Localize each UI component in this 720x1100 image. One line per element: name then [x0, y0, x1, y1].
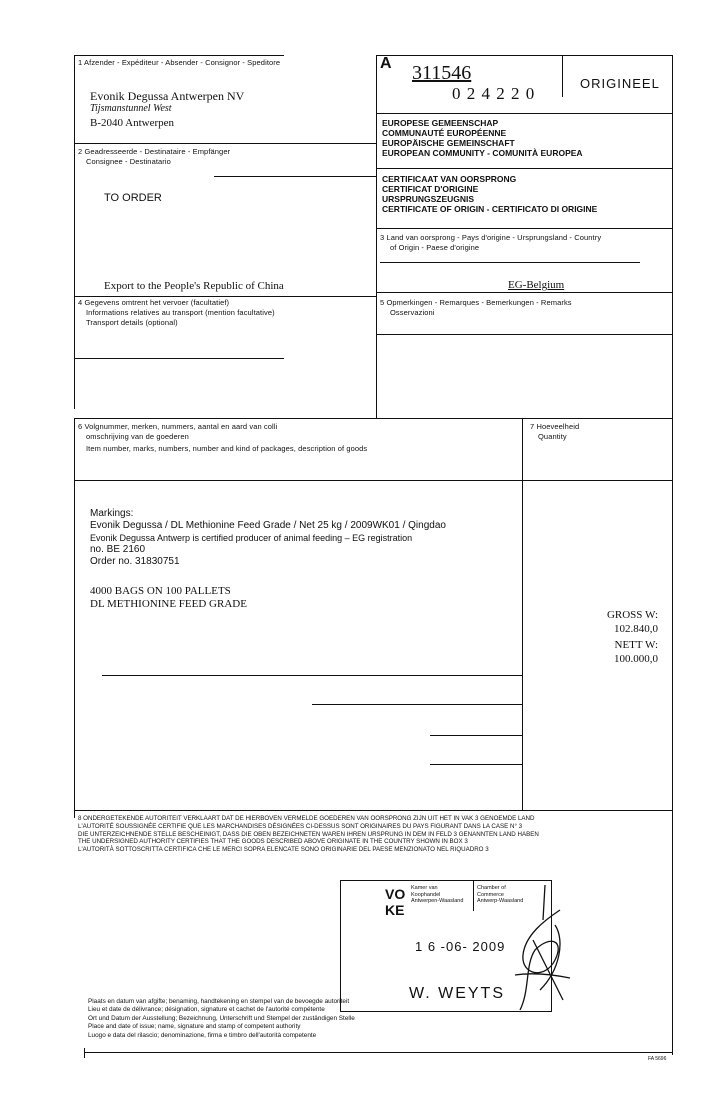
frame-bottom: [84, 1052, 672, 1053]
markings-line: Order no. 31830751: [90, 556, 180, 567]
filler-rule: [312, 704, 522, 705]
frame-left-top: [74, 55, 75, 409]
stamp-abbr-1: VO: [385, 886, 406, 902]
footer-line: Lieu et date de délivrance; désignation, signature et cachet de l'autorité compétente: [88, 1006, 325, 1014]
footer-line: Plaats en datum van afgifte; benaming, handtekening en stempel van de bevoegde autoriteit: [88, 998, 350, 1005]
divider-origin: [376, 228, 672, 229]
transport-label-1: 4 Gegevens omtrent het vervoer (facultatief): [78, 298, 230, 307]
stamp-divider: [473, 881, 474, 911]
stamp-text: Antwerp-Waasland: [477, 898, 524, 904]
consignor-label: 1 Afzender - Expéditeur - Absender - Consignor - Speditore: [78, 58, 281, 67]
frame-top-left: [74, 55, 284, 56]
footer-line: Ort und Datum der Ausstellung; Bezeichnung, Unterschrift und Stempel der zuständigen Stelle: [88, 1014, 355, 1022]
export-note: Export to the People's Republic of China: [104, 280, 284, 292]
consignee-rule: [214, 176, 376, 177]
consignor-name: Evonik Degussa Antwerpen NV: [90, 89, 245, 103]
quantity-label-2: Quantity: [538, 432, 567, 441]
original-divider: [562, 55, 563, 97]
certificate-line: CERTIFICAAT VAN OORSPRONG: [382, 174, 517, 184]
bags-line: 4000 BAGS ON 100 PALLETS: [90, 585, 231, 597]
origin-rule: [380, 262, 640, 263]
stamp-text: Chamber of: [477, 885, 506, 891]
frame-right: [672, 55, 673, 1055]
community-line: EUROPÄISCHE GEMEINSCHAFT: [382, 138, 515, 148]
original-label: ORIGINEEL: [580, 76, 660, 91]
consignee-label-2: Consignee - Destinatario: [86, 157, 171, 166]
stamp-text: Antwerpen-Waasland: [411, 898, 464, 904]
frame-left-goods: [74, 418, 75, 818]
product-line: DL METHIONINE FEED GRADE: [90, 598, 247, 610]
goods-label-1: 6 Volgnummer, merken, nummers, aantal en aard van colli: [78, 422, 278, 431]
attestation-line: 8 ONDERGETEKENDE AUTORITEIT VERKLAART DAT DE HIERBOVEN VERMELDE GOEDEREN VAN OORSPRONG ZIJN UIT HET IN VAK 3 GENOEMDE LAND: [78, 815, 535, 822]
divider-remarks: [376, 292, 672, 293]
divider-quantity: [522, 418, 523, 810]
markings-title: Markings:: [90, 508, 134, 519]
quantity-label-1: 7 Hoeveelheid: [530, 422, 580, 431]
frame-left-bottom: [84, 1048, 85, 1058]
nett-weight-label: NETT W:: [614, 639, 658, 651]
attestation-line: L'AUTORITÀ SOTTOSCRITTA CERTIFICA CHE LE MERCI SOPRA ELENCATE SONO ORIGINARIE DEL PAESE MENZIONATO NEL RIQUADRO 3: [78, 846, 489, 854]
markings-line: Evonik Degussa Antwerp is certified producer of animal feeding – EG registration: [90, 533, 413, 543]
community-block: [382, 118, 583, 158]
divider-transport-lower: [74, 358, 284, 359]
stamp-text-left: [411, 885, 463, 905]
transport-label-2: Informations relatives au transport (mention facultative): [86, 308, 275, 317]
stamp-name: W. WEYTS: [409, 985, 505, 1002]
divider-community: [376, 113, 672, 114]
signature-scribble: [505, 880, 575, 1020]
filler-rule: [102, 675, 522, 676]
certificate-line: CERTIFICATE OF ORIGIN - CERTIFICATO DI ORIGINE: [382, 204, 598, 214]
origin-label-1: 3 Land van oorsprong - Pays d'origine - Ursprungsland - Country: [380, 233, 602, 242]
certificate-line: URSPRUNGSZEUGNIS: [382, 194, 475, 204]
footer-line: Place and date of issue; name, signature and stamp of competent authority: [88, 1023, 301, 1031]
origin-label-2: of Origin - Paese d'origine: [390, 243, 480, 252]
consignor-street: Tijsmanstunnel West: [90, 103, 172, 114]
frame-divider-mid: [376, 55, 377, 419]
attestation-footer: [88, 998, 355, 1040]
community-line: EUROPEAN COMMUNITY - COMUNITÀ EUROPEA: [382, 148, 583, 158]
consignee-label-1: 2 Geadresseerde - Destinataire - Empfänger: [78, 147, 231, 156]
divider-transport: [74, 296, 376, 297]
stamp-text: Koophandel: [411, 891, 441, 898]
gross-weight-label: GROSS W:: [606, 609, 658, 621]
gross-weight-value: 102.840,0: [614, 623, 658, 635]
markings-line: Evonik Degussa / DL Methionine Feed Grade / Net 25 kg / 2009WK01 / Qingdao: [90, 520, 446, 531]
community-line: COMMUNAUTÉ EUROPÉENNE: [382, 128, 507, 138]
remarks-label-1: 5 Opmerkingen - Remarques - Bemerkungen - Remarks: [380, 298, 572, 307]
filler-rule: [430, 735, 522, 736]
attestation-line: L'AUTORITÉ SOUSSIGNÉE CERTIFIE QUE LES MARCHANDISES DÉSIGNÉES CI-DESSUS SONT ORIGINAIRES DU PAYS FIGURANT DANS LA CASE N° 3: [78, 822, 523, 830]
community-line: EUROPESE GEMEENSCHAP: [382, 118, 499, 128]
form-letter: A: [380, 55, 392, 72]
stamp-date: 1 6 -06- 2009: [415, 939, 506, 954]
certificate-title-block: [382, 174, 597, 214]
footer-line: Luogo e data del rilascio; denominazione, firma e timbro dell'autorità competente: [88, 1031, 317, 1039]
divider-remarks-lower: [376, 334, 672, 335]
serial-number-2: 0 2 4 2 2 0: [452, 84, 536, 103]
stamp-text: Commerce: [477, 891, 504, 898]
nett-weight-value: 100.000,0: [614, 653, 658, 665]
stamp-abbr-2: KE: [385, 902, 405, 918]
attestation-line: THE UNDERSIGNED AUTHORITY CERTIFIES THAT THE GOODS DESCRIBED ABOVE ORIGINATE IN THE COUNTRY SHOWN IN BOX 3: [78, 838, 468, 846]
transport-label-3: Transport details (optional): [86, 318, 178, 327]
certificate-line: CERTIFICAT D'ORIGINE: [382, 184, 479, 194]
corner-code: FA 5696: [648, 1056, 667, 1062]
serial-number-1: 311546: [412, 62, 472, 84]
divider-box1: [74, 143, 376, 144]
attestation-block: [78, 815, 668, 854]
divider-certificate: [376, 168, 672, 169]
frame-top-right: [376, 55, 672, 56]
stamp-text: Kamer van: [411, 885, 438, 891]
divider-attestation: [74, 810, 672, 811]
markings-block: [90, 508, 446, 568]
filler-rule: [430, 764, 522, 765]
goods-label-2: omschrijving van de goederen: [86, 432, 189, 441]
consignee-value: TO ORDER: [104, 192, 162, 204]
attestation-line: DIE UNTERZEICHNENDE STELLE BESCHEINIGT, DASS DIE OBEN BEZEICHNETEN WAREN IHREN URSPRUNG IN DEM IN FELD 3 GENANNTEN LAND HABEN: [78, 830, 539, 838]
consignor-city: B-2040 Antwerpen: [90, 117, 175, 129]
divider-goods-header: [74, 480, 672, 481]
origin-value: EG-Belgium: [508, 279, 565, 291]
markings-line: no. BE 2160: [90, 544, 146, 555]
goods-label-3: Item number, marks, numbers, number and kind of packages, description of goods: [86, 444, 368, 453]
divider-goods-top: [74, 418, 672, 419]
remarks-label-2: Osservazioni: [390, 308, 435, 317]
